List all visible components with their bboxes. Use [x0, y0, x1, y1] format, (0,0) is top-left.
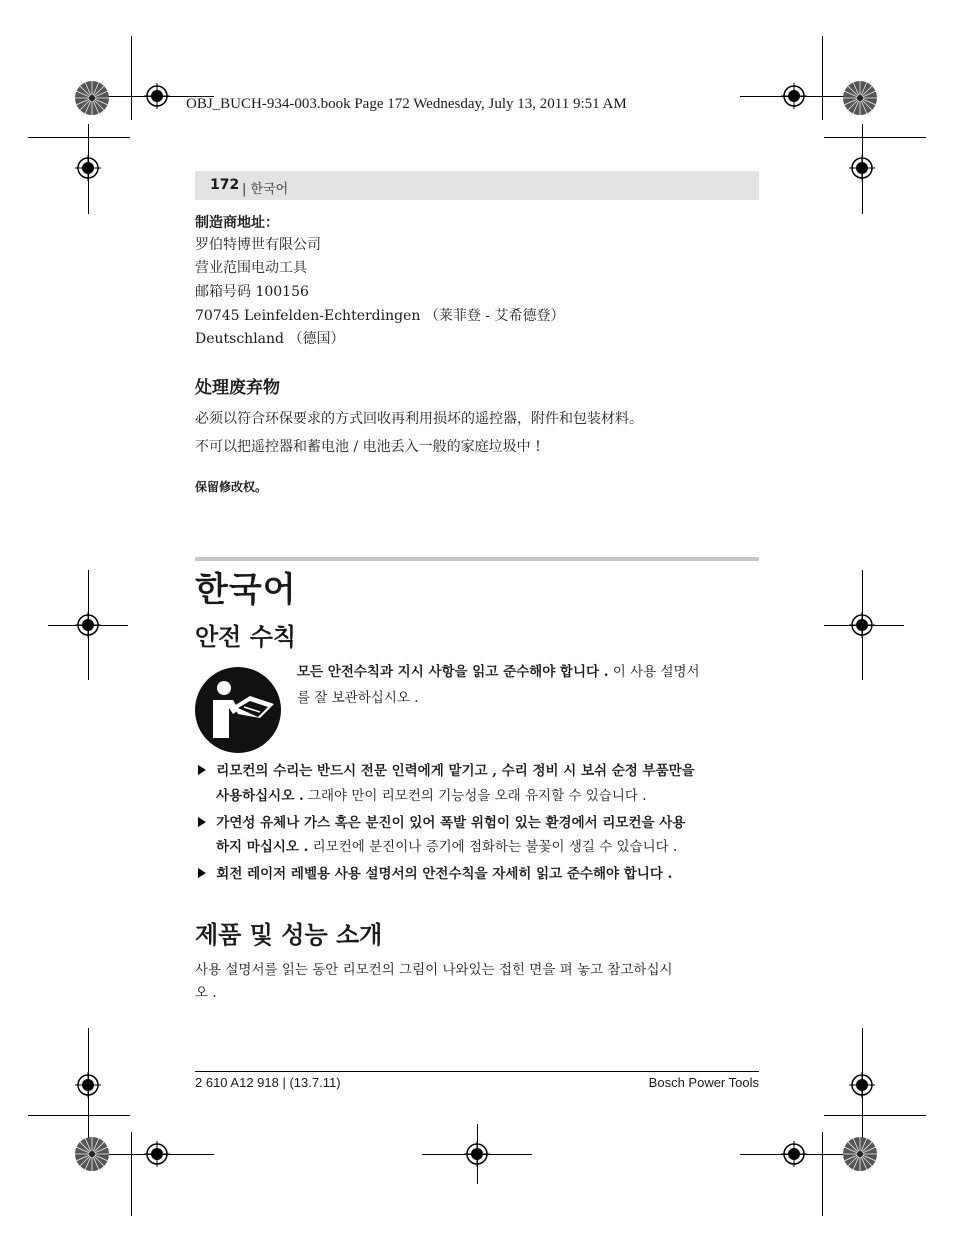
registration-mark-icon — [75, 1072, 101, 1098]
registration-mark-icon — [849, 612, 875, 638]
safety-bullet — [198, 758, 763, 784]
bullet-text: 리모컨에 분진이나 증기에 점화하는 불꽃이 생길 수 있습니다 . — [308, 839, 678, 855]
address-line: 营业范围电动工具 — [195, 260, 307, 276]
bullet-bold-text: 사용하십시오 . — [216, 788, 304, 804]
address-line: Deutschland （德国） — [195, 331, 345, 347]
safety-bullet — [198, 810, 763, 836]
bullet-bold-text: 하지 마십시오 . — [216, 839, 309, 855]
section-divider — [195, 557, 759, 561]
safety-intro — [297, 659, 762, 685]
registration-mark-icon — [144, 83, 170, 109]
print-header: OBJ_BUCH-934-003.book Page 172 Wednesday, July 13, 2011 9:51 AM — [186, 96, 627, 112]
bullet-arrow-icon — [198, 868, 206, 878]
disposal-line: 不可以把遥控器和蓄电池 / 电池丢入一般的家庭垃圾中 ! — [195, 439, 541, 455]
safety-heading: 안전 수칙 — [195, 622, 297, 651]
safety-bullet-continuation — [216, 783, 761, 809]
disposal-heading: 处理废弃物 — [195, 378, 280, 398]
safety-bullet-continuation — [216, 834, 761, 860]
bullet-bold-text: 가연성 유체나 가스 혹은 분진이 있어 폭발 위험이 있는 환경에서 리모컨을 사용 — [216, 815, 686, 831]
product-text: 오 . — [195, 985, 217, 1001]
address-line: 70745 Leinfelden-Echterdingen （莱菲登 - 艾希德登） — [195, 308, 565, 324]
registration-mark-icon — [849, 1072, 875, 1098]
registration-mark-icon — [75, 155, 101, 181]
rights-note: 保留修改权。 — [195, 480, 268, 494]
product-heading: 제품 및 성능 소개 — [195, 920, 383, 949]
registration-mark-icon — [75, 612, 101, 638]
bullet-arrow-icon — [198, 817, 206, 827]
read-manual-icon — [194, 666, 282, 754]
safety-intro-line2: 를 잘 보관하십시오 . — [297, 690, 419, 706]
registration-mark-icon — [781, 83, 807, 109]
safety-intro-text: 이 사용 설명서 — [608, 664, 700, 680]
bullet-text: 그래야 만이 리모컨의 기능성을 오래 유지할 수 있습니다 . — [303, 788, 647, 804]
safety-intro-bold: 모든 안전수칙과 지시 사항을 읽고 준수해야 합니다 . — [297, 664, 609, 680]
color-rosette-icon — [842, 80, 878, 116]
color-rosette-icon — [842, 1136, 878, 1172]
page-number: 172 — [210, 177, 240, 193]
product-text: 사용 설명서를 읽는 동안 리모컨의 그림이 나와있는 접힌 면을 펴 놓고 참고하십시 — [195, 962, 673, 978]
registration-mark-icon — [849, 155, 875, 181]
address-line: 邮箱号码 100156 — [195, 284, 309, 300]
registration-mark-icon — [781, 1141, 807, 1167]
footer-brand: Bosch Power Tools — [648, 1075, 759, 1090]
address-heading: 制造商地址： — [195, 215, 279, 231]
footer-rule — [195, 1071, 759, 1072]
safety-bullet — [198, 861, 763, 887]
registration-mark-icon — [144, 1141, 170, 1167]
color-rosette-icon — [74, 1136, 110, 1172]
footer-doc-number: 2 610 A12 918 | (13.7.11) — [195, 1075, 341, 1090]
section-title: 한국어 — [195, 570, 297, 610]
page-language: | 한국어 — [242, 182, 289, 197]
address-line: 罗伯特博世有限公司 — [195, 237, 321, 253]
disposal-line: 必须以符合环保要求的方式回收再利用损坏的遥控器，附件和包装材料。 — [195, 411, 643, 427]
bullet-bold-text: 회전 레이저 레벨용 사용 설명서의 안전수칙을 자세히 읽고 준수해야 합니다 . — [216, 866, 673, 882]
bullet-bold-text: 리모컨의 수리는 반드시 전문 인력에게 맡기고 , 수리 정비 시 보쉬 순정 부품만을 — [216, 763, 695, 779]
bullet-arrow-icon — [198, 765, 206, 775]
color-rosette-icon — [74, 80, 110, 116]
registration-mark-icon — [464, 1141, 490, 1167]
